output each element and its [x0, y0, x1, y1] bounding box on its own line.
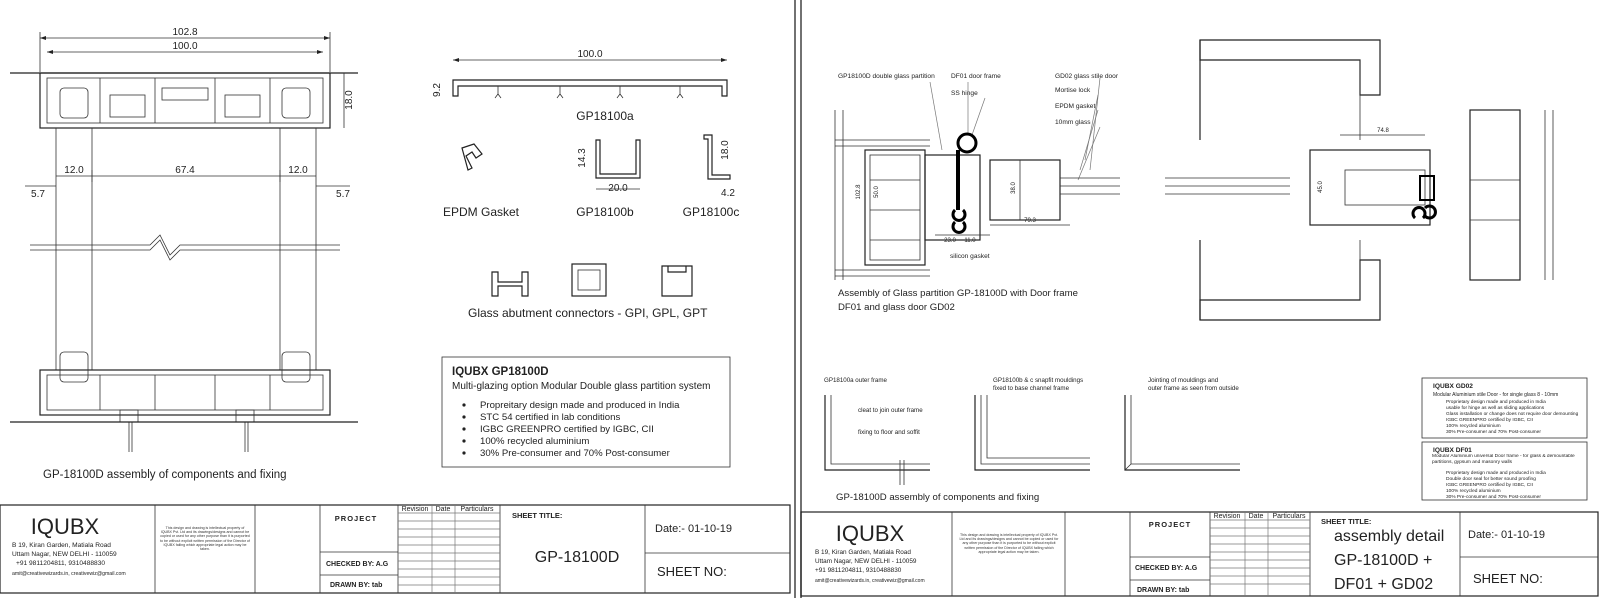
epdm-label: EPDM Gasket	[443, 205, 520, 219]
svg-text:CHECKED BY: A.G: CHECKED BY: A.G	[326, 561, 389, 568]
gp18100b-label: GP18100b	[576, 205, 634, 219]
left-title-block	[0, 505, 790, 593]
info-title: IQUBX GP18100D	[452, 366, 549, 378]
svg-text:20.0: 20.0	[608, 183, 628, 194]
info-bullet: STC 54 certified in lab conditions	[480, 412, 621, 423]
bottom-frame-profile	[40, 352, 330, 452]
svg-text:SHEET TITLE:: SHEET TITLE:	[1321, 517, 1372, 526]
sheet-date: Date:- 01-10-19	[655, 523, 733, 535]
gp18100a-profile	[432, 49, 727, 123]
connectors-label: Glass abutment connectors - GPI, GPL, GPT	[468, 306, 708, 320]
assembly-caption-2: DF01 and glass door GD02	[838, 302, 955, 313]
info-bullet: 30% Pre-consumer and 70% Post-consumer	[480, 448, 670, 459]
svg-text:9.2: 9.2	[432, 83, 443, 97]
svg-text:EPDM gasket: EPDM gasket	[1055, 103, 1096, 110]
door-swing-bottom	[1200, 260, 1380, 320]
detail-snapfit	[975, 395, 1090, 470]
svg-text:Proprietary design made and pr: Proprietary design made and produced in India	[1446, 471, 1546, 476]
svg-text:Revision: Revision	[401, 506, 429, 513]
svg-text:50.0: 50.0	[874, 186, 880, 198]
svg-text:100% recycled aluminium: 100% recycled aluminium	[1446, 424, 1501, 429]
svg-text:Glass installation or change d: Glass installation or change does not require door demounting	[1446, 412, 1579, 417]
svg-text:fixing to floor and soffit: fixing to floor and soffit	[858, 429, 920, 436]
svg-text:IQUBX GD02: IQUBX GD02	[1433, 383, 1473, 390]
dim-18-0: 18.0	[344, 90, 355, 110]
dim-100-0: 100.0	[172, 41, 198, 52]
svg-text:IQUBX DF01: IQUBX DF01	[1433, 447, 1472, 454]
top-frame-profile	[40, 73, 330, 128]
svg-text:Revision: Revision	[1213, 513, 1241, 520]
svg-text:SHEET TITLE:: SHEET TITLE:	[512, 511, 563, 520]
info-bullet: IGBC GREENPRO certified by IGBC, CII	[480, 424, 654, 435]
svg-text:B 19, Kiran Garden, Matiala Ro: B 19, Kiran Garden, Matiala Road	[815, 549, 911, 556]
left-partition-plan	[835, 110, 930, 280]
svg-text:23.0: 23.0	[944, 238, 956, 244]
svg-text:100.0: 100.0	[577, 49, 603, 60]
svg-text:outer frame as seen from outsi: outer frame as seen from outside	[1148, 385, 1239, 392]
dim-12-0-right: 12.0	[288, 165, 308, 176]
svg-text:amit@creativewizards.in, creat: amit@creativewizards.in, creativewiz@gmail.com	[12, 571, 126, 577]
sheet-title-line-3: DF01 + GD02	[1334, 576, 1434, 593]
svg-text:DRAWN BY: tab: DRAWN BY: tab	[330, 582, 383, 589]
right-title-block	[801, 512, 1598, 596]
dim-5-7-left: 5.7	[31, 189, 45, 200]
svg-text:Mortise lock: Mortise lock	[1055, 87, 1091, 94]
gp18100a-label: GP18100a	[576, 109, 634, 123]
connector-gpt	[662, 266, 692, 296]
svg-text:Jointing of mouldings and: Jointing of mouldings and	[1148, 377, 1219, 384]
sheet-title: GP-18100D	[534, 549, 620, 566]
svg-text:30% Pre-consumer and 70% Post-: 30% Pre-consumer and 70% Post-consumer	[1446, 430, 1541, 435]
svg-text:+91 9811204811, 9310488830: +91 9811204811, 9310488830	[815, 567, 902, 574]
svg-text:usable for hinge as well as sl: usable for hinge as well as sliding applications	[1446, 406, 1545, 411]
svg-text:amit@creativewizards.in, creat: amit@creativewizards.in, creativewiz@gmail.com	[815, 578, 925, 584]
svg-text:30% Pre-consumer and 70% Post-: 30% Pre-consumer and 70% Post-consumer	[1446, 495, 1541, 500]
svg-text:DRAWN BY: tab: DRAWN BY: tab	[1137, 587, 1190, 594]
sheet-title-line-2: GP-18100D +	[1334, 552, 1433, 569]
left-caption: GP-18100D assembly of components and fixing	[43, 469, 287, 481]
svg-text:74.8: 74.8	[1377, 128, 1389, 134]
right-sheet: GP18100D double glass partition DF01 door frame SS hinge GD02 glass stile door Mortise lock EPDM gasket 10mm glass silicon gasket 102.8 50.0 38.0 23.0 11.0 79.3 74.8 45.0 Assembly of Glass partition GP-18100D with Door frame DF01 and glass door GD02 GP18100a outer frame cleat to join outer frame fixing to floor and soffit GP18100b & c snapfit mouldings fixed to base channel frame Jointing of mouldings and outer frame as seen from outside GP-18100D assembly of components and fixing IQUBX GD02 Modular Aluminium stile Door - for single glass 8 - 10mm Proprietary design made and produced in India usable for hinge as well as sliding applications Glass installation or change does not require door demounting IGBC GREENPRO certified by IGBC, CII 100% recycled aluminium 30% Pre-consumer and 70% Post-consumer IQUBX DF01 Modular Aluminium universal Door frame - for glass & demountable partitions, gypsum and masonry walls Proprietary design made and produced in India Double door seal for better sound proofing IGBC GREENPRO certified by IGBC, CII 100% recycled aluminium 30% Pre-consumer and 70% Post-consumer IQUBX B 19, Kiran Garden, Matiala Road Uttam Nagar, NEW DELHI - 110059 +91 9811204811, 9310488830 amit@creativewizards.in, creativewiz@gmail.com This design and drawing is intellectual property of IQUBX Pvt. Ltd and its drawings/designs and cannot be copied or used for any other purpose than it is purported to be without explicit written permission of the Director of IQUBX failing which appropriate legal action may be taken. PROJECT Revision Date Particulars CHECKED BY: A.G DRAWN BY: tab SHEET TITLE: assembly detail GP-18100D + DF01 + GD02 Date:- 01-10-19 SHEET NO:	[801, 40, 1598, 596]
df01-door-frame	[925, 134, 1070, 244]
svg-text:fixed to base channel frame: fixed to base channel frame	[993, 385, 1070, 392]
svg-text:79.3: 79.3	[1024, 218, 1036, 224]
right-caption: GP-18100D assembly of components and fixing	[836, 492, 1040, 503]
epdm-gasket-shape	[462, 144, 482, 170]
dim-67-4: 67.4	[175, 165, 195, 176]
iqubx-logo: IQUBX	[835, 521, 905, 546]
svg-text:Modular Aluminium stile Door -: Modular Aluminium stile Door - for single glass 8 - 10mm	[1433, 392, 1559, 398]
svg-text:cleat to join outer frame: cleat to join outer frame	[858, 407, 923, 414]
iqubx-logo: IQUBX	[30, 514, 100, 539]
svg-text:10mm glass: 10mm glass	[1055, 119, 1091, 126]
svg-text:Particulars: Particulars	[1272, 513, 1306, 520]
svg-text:45.0: 45.0	[1318, 181, 1324, 193]
svg-text:102.8: 102.8	[856, 184, 862, 200]
dim-102-8: 102.8	[172, 27, 198, 38]
connector-gpl	[572, 264, 606, 296]
assembly-caption-1: Assembly of Glass partition GP-18100D with Door frame	[838, 288, 1078, 299]
svg-text:18.0: 18.0	[720, 140, 731, 160]
svg-text:PROJECT: PROJECT	[1148, 520, 1192, 529]
svg-text:GP18100a outer frame: GP18100a outer frame	[824, 377, 887, 384]
svg-text:DF01 door frame: DF01 door frame	[951, 73, 1001, 80]
svg-text:silicon gasket: silicon gasket	[950, 253, 990, 260]
svg-text:Date: Date	[1248, 513, 1264, 520]
info-bullet: Propreitary design made and produced in India	[480, 400, 680, 411]
dim-5-7-right: 5.7	[336, 189, 350, 200]
sheet-no: SHEET NO:	[1473, 571, 1543, 586]
svg-text:GD02 glass stile door: GD02 glass stile door	[1055, 73, 1119, 80]
gp18100b-shape	[596, 140, 640, 178]
svg-text:Proprietary design made and pr: Proprietary design made and produced in India	[1446, 400, 1546, 405]
sheet-date: Date:- 01-10-19	[1468, 529, 1546, 541]
copyright-notice: This design and drawing is intellectual property of IQUBX Pvt. Ltd and its drawings/designs and cannot be copied or used for any other purpose than it is purported to be without explicit written permission of the Director of IQUBX failing which appropriate legal action may be taken.	[160, 526, 250, 552]
svg-text:IGBC GREENPRO certified by IGB: IGBC GREENPRO certified by IGBC, CII	[1446, 483, 1533, 488]
svg-text:4.2: 4.2	[721, 188, 735, 199]
svg-text:Particulars: Particulars	[460, 506, 494, 513]
gd02-door-stile	[1310, 110, 1553, 280]
svg-text:SS hinge: SS hinge	[951, 90, 978, 97]
svg-text:B 19, Kiran Garden, Matiala Ro: B 19, Kiran Garden, Matiala Road	[12, 542, 111, 549]
svg-text:14.3: 14.3	[577, 148, 588, 168]
svg-text:PROJECT: PROJECT	[334, 514, 378, 523]
sheet-title-line-1: assembly detail	[1334, 528, 1445, 545]
svg-text:100% recycled aluminium: 100% recycled aluminium	[1446, 489, 1501, 494]
ss-hinge-icon	[958, 134, 976, 152]
sheet-no: SHEET NO:	[657, 564, 727, 579]
svg-text:GP18100b & c snapfit mouldings: GP18100b & c snapfit mouldings	[993, 377, 1084, 384]
svg-text:38.0: 38.0	[1011, 182, 1017, 194]
svg-text:CHECKED BY: A.G: CHECKED BY: A.G	[1135, 565, 1198, 572]
svg-text:Date: Date	[435, 506, 451, 513]
svg-text:Uttam Nagar, NEW DELHI - 11005: Uttam Nagar, NEW DELHI - 110059	[815, 558, 917, 565]
svg-text:+91 9811204811, 9310488830: +91 9811204811, 9310488830	[16, 560, 106, 567]
svg-text:IGBC GREENPRO certified by IGB: IGBC GREENPRO certified by IGBC, CII	[1446, 418, 1533, 423]
copyright-notice: This design and drawing is intellectual property of IQUBX Pvt. Ltd and its drawings/designs and cannot be copied or used for any other purpose than it is purported to be without explicit written permission of the Director of IQUBX failing which appropriate legal action may be taken.	[959, 533, 1059, 554]
svg-text:11.0: 11.0	[964, 238, 976, 244]
svg-text:Uttam Nagar, NEW DELHI - 11005: Uttam Nagar, NEW DELHI - 110059	[12, 551, 117, 558]
dim-12-0-left: 12.0	[64, 165, 84, 176]
detail-jointing	[1125, 395, 1240, 470]
gp18100c-label: GP18100c	[682, 205, 740, 219]
svg-text:GP18100D double glass partitio: GP18100D double glass partition	[838, 73, 935, 80]
left-sheet	[0, 27, 790, 593]
connector-gpi	[492, 272, 528, 296]
info-subtitle: Multi-glazing option Modular Double glass partition system	[452, 381, 711, 392]
svg-text:Double door seal for better so: Double door seal for better sound proofing	[1446, 477, 1536, 482]
info-bullet: 100% recycled aluminium	[480, 436, 590, 447]
door-swing-top	[1200, 40, 1380, 95]
